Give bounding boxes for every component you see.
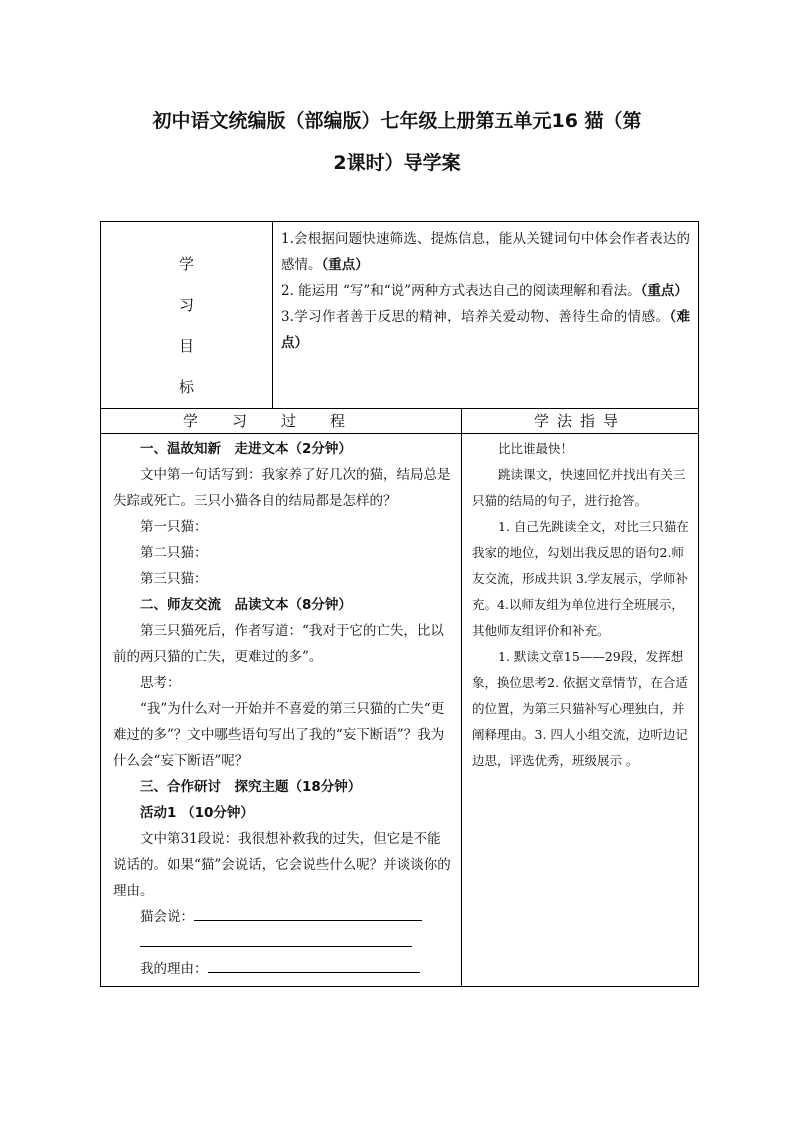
section-3-title: 三、合作研讨 探究主题（18分钟）	[140, 779, 362, 795]
objective-tag: （难点）	[281, 309, 691, 351]
my-reason-line	[113, 956, 453, 982]
section-1-paragraph: 文中第一句话写到：我家养了好几次的猫，结局总是失踪或死亡。三只小猫各自的结局都是怎样的？	[113, 467, 451, 509]
objectives-label-char: 学	[178, 255, 194, 273]
cat-1-prompt: 第一只猫：	[140, 519, 208, 535]
answer-blank[interactable]	[208, 956, 420, 973]
guide-3-text: 1. 默读文章15——29段，发挥想象，换位思考2. 依据文章情节，在合适的位置，为第三只猫补写心理独白，并阐释理由。3. 四人小组交流，边听边记边思，评选优秀，班级展示 。	[472, 649, 688, 768]
objective-item: 2. 能运用 “写”和“说”两种方式表达自己的阅读理解和看法。（重点）	[281, 283, 688, 299]
worksheet-table	[100, 221, 699, 987]
objective-tag: （重点）	[640, 283, 688, 299]
answer-blank[interactable]	[194, 904, 422, 921]
objectives-row	[101, 222, 699, 409]
process-header: 学习过程	[101, 409, 462, 434]
section-2-title: 二、师友交流 品读文本（8分钟）	[140, 597, 352, 613]
section-3-paragraph: 文中第31段说：我很想补救我的过失，但它是不能说话的。如果“猫”会说话，它会说些什么呢？并谈谈你的理由。	[113, 831, 451, 899]
objective-tag: （重点）	[321, 257, 369, 273]
section-2-question: “我”为什么对一开始并不喜爱的第三只猫的亡失“更难过的多”？文中哪些语句写出了我的“妄下断语”？我为什么会“妄下断语”呢？	[113, 701, 445, 769]
objective-item: 1.会根据问题快速筛选、提炼信息，能从关键词句中体会作者表达的感情。（重点）	[281, 231, 691, 273]
process-cell	[101, 434, 462, 987]
guide-1-text: 跳读课文，快速回忆并找出有关三只猫的结局的句子，进行抢答。	[472, 467, 686, 508]
guide-1-heading: 比比谁最快！	[498, 441, 574, 456]
blank-line	[113, 930, 453, 956]
guide-header: 学法指导	[462, 409, 699, 434]
guide-cell	[462, 434, 699, 987]
content-row	[101, 434, 699, 987]
think-label: 思考：	[140, 675, 181, 691]
objectives-label-cell	[101, 222, 273, 409]
page-title-line-2: 2课时）导学案	[333, 152, 461, 174]
objectives-label-char: 习	[178, 296, 194, 314]
my-reason-label: 我的理由：	[140, 961, 208, 977]
activity-1-title: 活动1 （10分钟）	[140, 805, 254, 821]
cat-3-prompt: 第三只猫：	[140, 571, 208, 587]
answer-blank[interactable]	[140, 930, 412, 947]
section-2-paragraph: 第三只猫死后，作者写道：“我对于它的亡失，比以前的两只猫的亡失，更难过的多”。	[113, 623, 444, 665]
section-1-title: 一、温故知新 走进文本（2分钟）	[140, 441, 352, 457]
page-title-line-1: 初中语文统编版（部编版）七年级上册第五单元16 猫（第	[152, 110, 642, 132]
objectives-label-char: 目	[178, 337, 194, 355]
objectives-label-char: 标	[178, 378, 194, 396]
cat-says-label: 猫会说：	[140, 909, 194, 925]
guide-2-text: 1. 自己先跳读全文，对比三只猫在我家的地位，勾划出我反思的语句2.师友交流，形成共识 3.学友展示，学师补充。4.以师友组为单位进行全班展示，其他师友组评价和补充。	[472, 519, 689, 638]
cat-says-line	[113, 904, 453, 930]
header-row	[101, 409, 699, 434]
objectives-text-cell	[273, 222, 699, 409]
cat-2-prompt: 第二只猫：	[140, 545, 208, 561]
objective-item: 3.学习作者善于反思的精神，培养关爱动物、善待生命的情感。（难点）	[281, 309, 691, 351]
